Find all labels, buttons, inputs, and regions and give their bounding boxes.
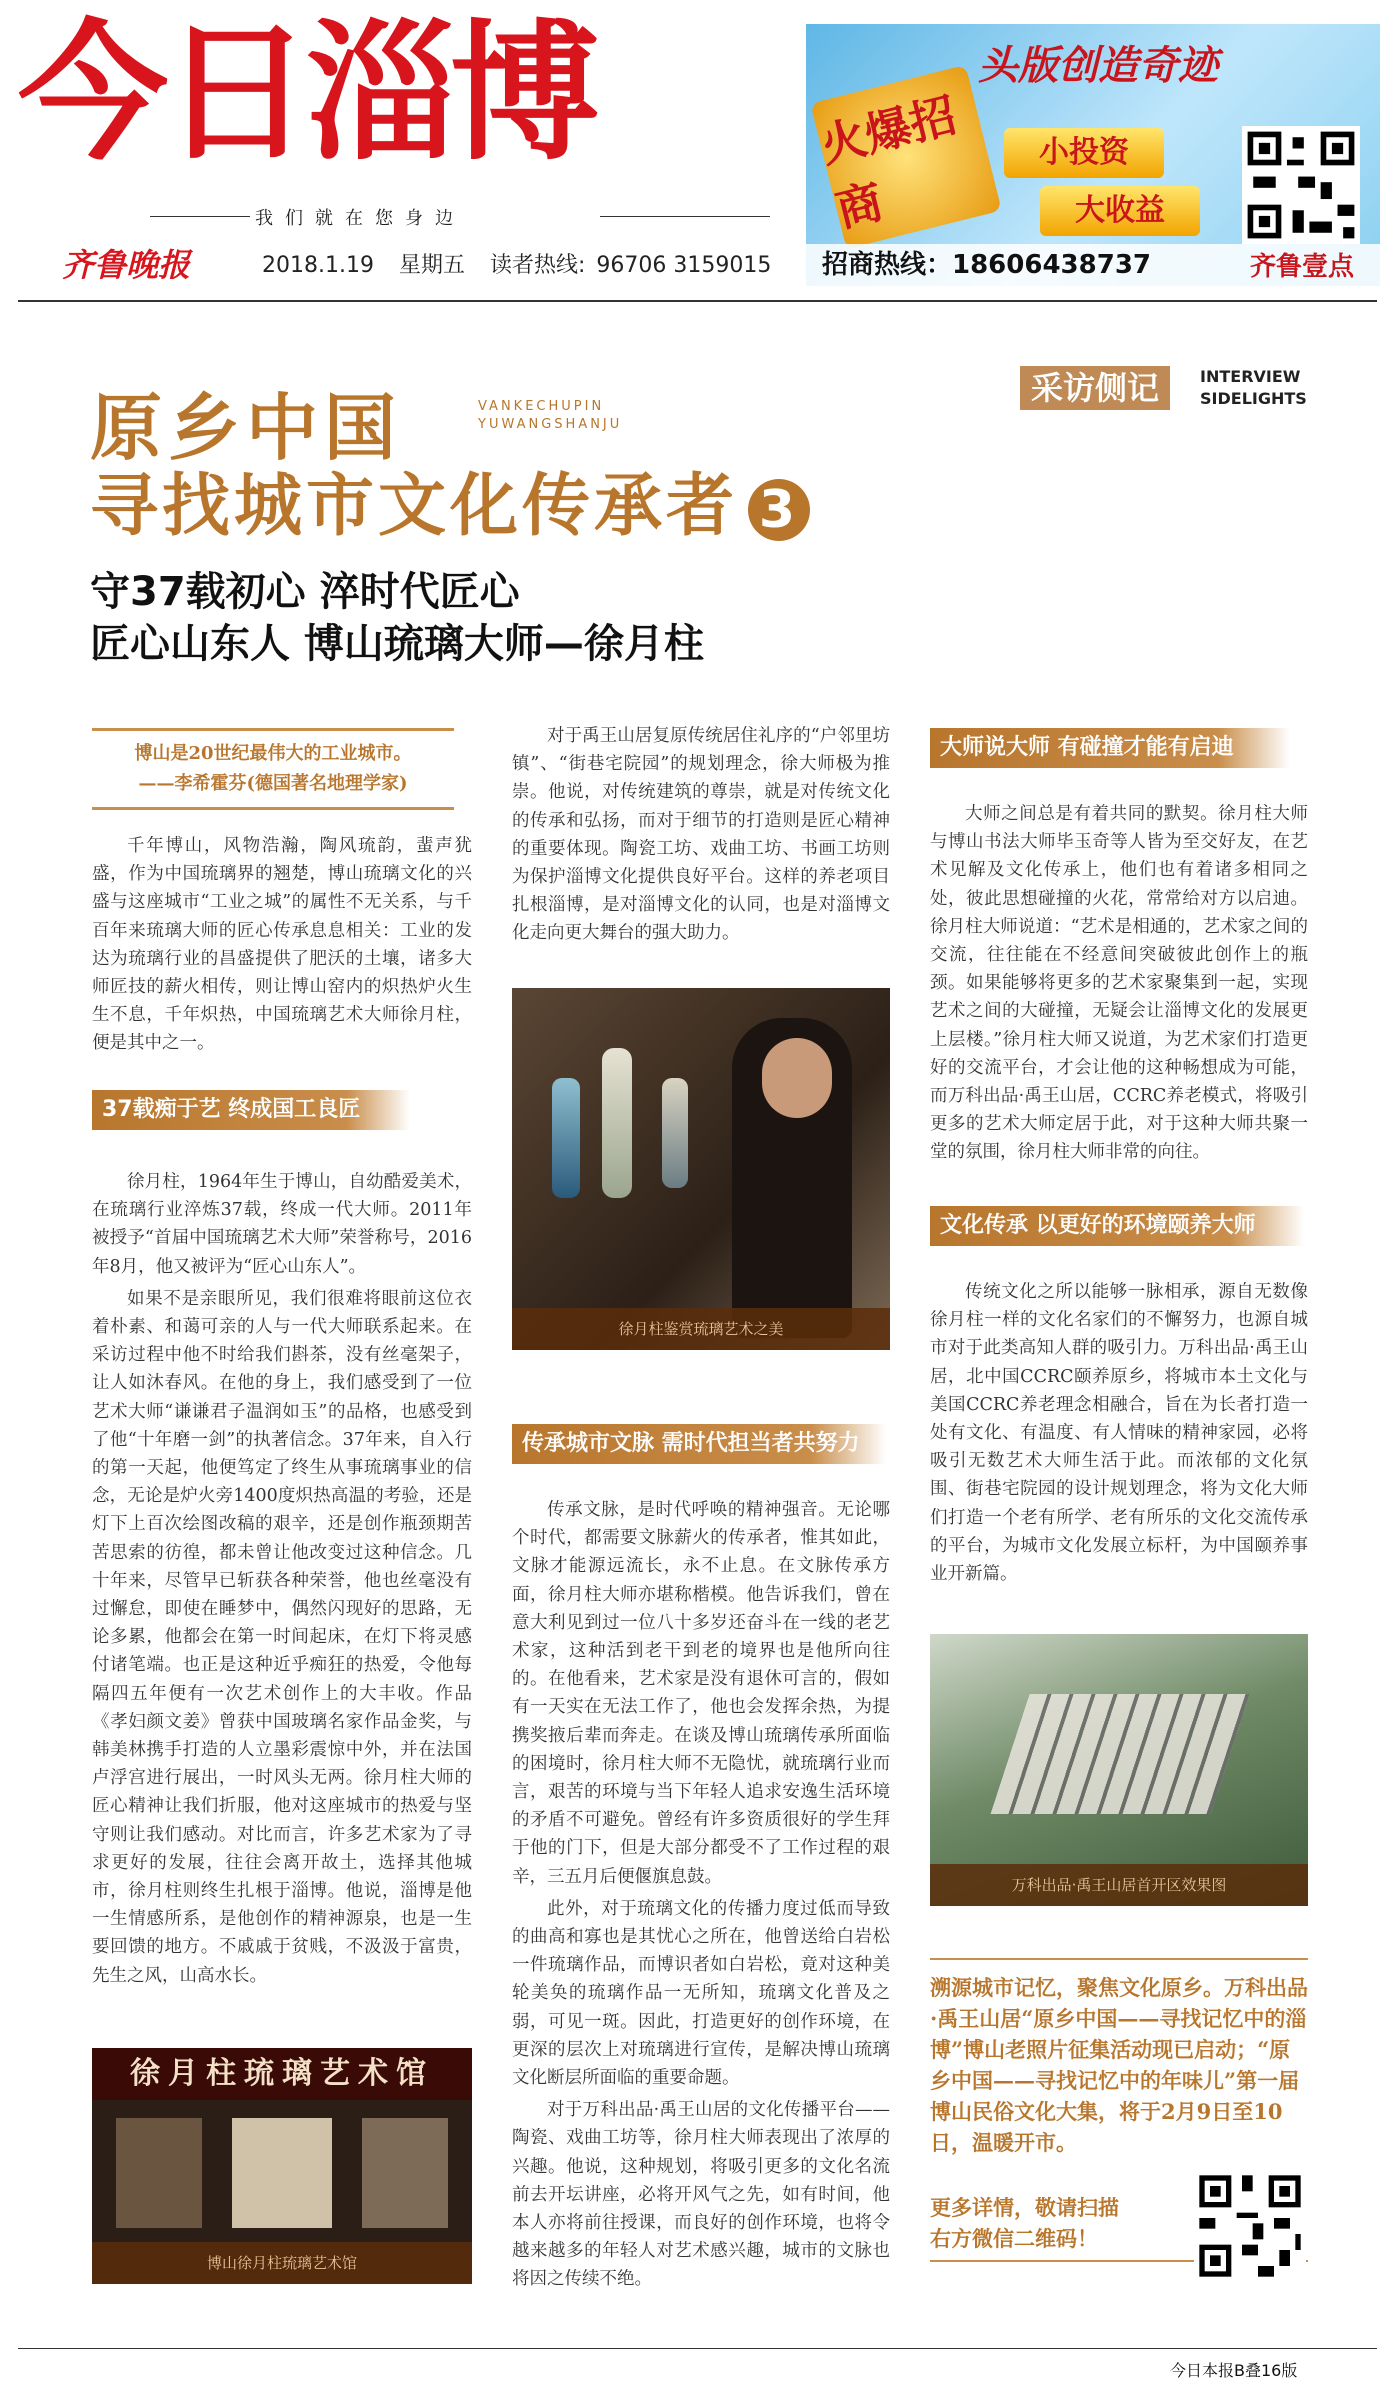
- promo-qr-code-icon[interactable]: [1194, 2170, 1306, 2282]
- qilu-evening-news-logo: 齐鲁晚报: [62, 246, 191, 284]
- col3-paragraph-2: 传统文化之所以能够一脉相承，源自无数像徐月柱一样的文化名家们的不懈努力，也源自城市对于此类高知人群的吸引力。万科出品·禹王山居，北中国CCRC颐养原乡，将城市本土文化与美国CCRC养老理念相融合，旨在为长者打造一处有文化、有温度、有人情味的精神家园，必将吸引无数艺术大师生活于此。而浓郁的文化氛围、街巷宅院园的设计规划理念，将为文化大师们打造一个老有所学、老有所乐的文化交流传承的平台，为城市文化发展立标杆，为中国颐养事业开新篇。: [930, 1282, 1308, 1585]
- ad-qr-code-icon[interactable]: [1242, 126, 1360, 244]
- ad-pill-big-return: 大收益: [1040, 186, 1200, 236]
- series-pinyin: [478, 398, 622, 434]
- promo-cta: 更多详情，敬请扫描右方微信二维码！: [930, 2195, 1119, 2251]
- photo-caption-master: 徐月柱鉴赏琉璃艺术之美: [512, 1308, 890, 1350]
- section-head-masters-dialogue: 大师说大师 有碰撞才能有启迪: [930, 728, 1290, 768]
- tag-en-line1: INTERVIEW: [1200, 367, 1301, 386]
- masthead-logo: 今日淄博: [18, 7, 595, 181]
- dateline: [262, 248, 789, 279]
- col2-paragraph-4: 对于万科出品·禹王山居的文化传播平台——陶瓷、戏曲工坊等，徐月柱大师表现出了浓厚的兴趣。他说，这种规划，将吸引更多的文化名流前去开坛讲座，必将开风气之先，如有时间，他本人亦将前往授课，而良好的创作环境，也将令越来越多的年轻人对艺术感兴趣，城市的文脉也将因之传续不绝。: [512, 2100, 890, 2290]
- column-2-body: [512, 1496, 890, 2298]
- pull-quote-line2: ——李希霍芬(德国著名地理学家): [138, 773, 408, 794]
- promo-text: 溯源城市记忆，聚焦文化原乡。万科出品·禹王山居“原乡中国——寻找记忆中的淄博”博山老照片征集活动现已启动；“原乡中国——寻找记忆中的年味儿”第一届博山民俗文化大集，将于2月9日至10日，温暖开市。: [930, 1975, 1308, 2155]
- interview-sidelights-tag-en: [1200, 366, 1307, 410]
- footer-divider: [18, 2348, 1377, 2349]
- pinyin-line2: YUWANGSHANJU: [478, 417, 623, 432]
- interview-sidelights-tag: 采访侧记: [1020, 366, 1170, 410]
- slogan-rule-right: [600, 216, 770, 217]
- column-1-intro: [92, 832, 472, 1062]
- series-title-line2-text: 寻找城市文化传承者: [90, 467, 739, 546]
- column-1-body: [92, 1168, 472, 1994]
- column-3-top: [930, 800, 1308, 1171]
- ad-headline: 头版创造奇迹: [978, 42, 1218, 89]
- pull-quote-line1: 博山是20世纪最伟大的工业城市。: [134, 743, 412, 764]
- masthead-divider: [18, 300, 1377, 302]
- photo-caption-rendering: 万科出品·禹王山居首开区效果图: [930, 1864, 1308, 1906]
- museum-sign: 徐月柱琉璃艺术馆: [92, 2048, 472, 2100]
- column-3-body: [930, 1278, 1308, 1592]
- series-title-line2: [90, 452, 810, 549]
- col3-paragraph-1: 大师之间总是有着共同的默契。徐月柱大师与博山书法大师毕玉奇等人皆为至交好友，在艺术见解及文化传承上，他们也有着诸多相同之处，彼此思想碰撞的火花，常常给对方以启迪。徐月柱大师说道：“艺术是相通的，艺术家之间的交流，往往能在不经意间突破彼此创作上的瓶颈。如果能够将更多的艺术家聚集到一起，实现艺术之间的大碰撞，无疑会让淄博文化的发展更上层楼。”徐月柱大师又说道，为艺术家们打造更好的交流平台，才会让他的这种畅想成为可能，而万科出品·禹王山居，CCRC养老模式，将吸引更多的艺术大师定居于此，对于这种大师共聚一堂的氛围，徐月柱大师非常的向往。: [930, 804, 1308, 1163]
- issue-weekday: 星期五: [398, 253, 465, 278]
- ad-brand-logo: 齐鲁壹点: [1250, 252, 1355, 282]
- series-number-badge: 3: [748, 479, 810, 541]
- photo-glass-art-museum: [92, 2048, 472, 2284]
- photo-project-rendering: [930, 1634, 1308, 1906]
- slogan-rule-left: [150, 216, 250, 217]
- issue-date: 2018.1.19: [262, 253, 374, 278]
- series-title-line1: 原乡中国: [90, 386, 403, 470]
- page-folio: 今日本报B叠16版: [1170, 2361, 1298, 2380]
- photo-caption-museum: 博山徐月柱琉璃艺术馆: [92, 2242, 472, 2284]
- col1-paragraph-1: 千年博山，风物浩瀚，陶风琉韵，蜚声犹盛，作为中国琉璃界的翘楚，博山琉璃文化的兴盛与这座城市“工业之城”的属性不无关系，与千百年来琉璃大师的匠心传承息息相关：工业的发达为琉璃行业的昌盛提供了肥沃的土壤，诸多大师匠技的薪火相传，则让博山窑内的炽热炉火生生不息，千年炽热，中国琉璃艺术大师徐月柱，便是其中之一。: [92, 836, 472, 1054]
- hotline-numbers: 96706 3159015: [596, 253, 772, 278]
- col2-paragraph-1: 对于禹王山居复原传统居住礼序的“户邻里坊镇”、“街巷宅院园”的规划理念，徐大师极为推崇。他说，对传统建筑的尊崇，就是对传统文化的传承和弘扬，而对于细节的打造则是匠心精神的重要体现。陶瓷工坊、戏曲工坊、书画工坊则为保护淄博文化提供良好平台。这样的养老项目扎根淄博，是对淄博文化的认同，也是对淄博文化走向更大舞台的强大助力。: [512, 726, 890, 944]
- section-head-37-years: 37载痴于艺 终成国工良匠: [92, 1090, 410, 1130]
- section-head-cultural-heritage: 文化传承 以更好的环境颐养大师: [930, 1206, 1304, 1246]
- hotline-label: 读者热线:: [489, 253, 586, 278]
- advertisement-banner[interactable]: [806, 24, 1380, 286]
- ad-hotline: 招商热线：18606438737: [806, 244, 1380, 286]
- article-subtitle-1: 守37载初心 淬时代匠心: [90, 569, 520, 615]
- photo-master-appreciating-glass: [512, 988, 890, 1350]
- col2-paragraph-2: 传承文脉，是时代呼唤的精神强音。无论哪个时代，都需要文脉薪火的传承者，惟其如此，文脉才能源远流长，永不止息。在文脉传承方面，徐月柱大师亦堪称楷模。他告诉我们，曾在意大利见到过一位八十多岁还奋斗在一线的老艺术家，这种活到老干到老的境界也是他所向往的。在他看来，艺术家是没有退休可言的，假如有一天实在无法工作了，他也会发挥余热，为提携奖掖后辈而奔走。在谈及博山琉璃传承所面临的困境时，徐月柱大师不无隐忧，就琉璃行业而言，艰苦的环境与当下年轻人追求安逸生活环境的矛盾不可避免。曾经有许多资质很好的学生拜于他的门下，但是大部分都受不了工作过程的艰辛，三五月后便偃旗息鼓。: [512, 1500, 890, 1887]
- column-2-top: [512, 722, 890, 952]
- masthead-slogan: 我们就在您身边: [255, 208, 465, 229]
- tag-en-line2: SIDELIGHTS: [1200, 389, 1307, 408]
- col1-paragraph-2: 徐月柱，1964年生于博山，自幼酷爱美术，在琉璃行业淬炼37载，终成一代大师。2011年被授予“首届中国琉璃艺术大师”荣誉称号，2016年8月，他又被评为“匠心山东人”。: [92, 1172, 472, 1277]
- ad-badge: 火爆招商: [810, 65, 1002, 249]
- article-subtitle-2: 匠心山东人 博山琉璃大师—徐月柱: [90, 621, 704, 667]
- section-head-heritage: 传承城市文脉 需时代担当者共努力: [512, 1424, 886, 1464]
- col2-paragraph-3: 此外，对于琉璃文化的传播力度过低而导致的曲高和寡也是其忧心之所在，他曾送给白岩松一件琉璃作品，而博识者如白岩松，竟对这种美轮美奂的琉璃作品一无所知，琉璃文化普及之弱，可见一斑。因此，打造更好的创作环境，在更深的层次上对琉璃进行宣传，是解决博山琉璃文化断层所面临的重要命题。: [512, 1898, 890, 2089]
- ad-pill-small-investment: 小投资: [1004, 128, 1164, 178]
- col1-paragraph-3: 如果不是亲眼所见，我们很难将眼前这位衣着朴素、和蔼可亲的人与一代大师联系起来。在采访过程中他不时给我们斟茶，没有丝毫架子，让人如沐春风。在他的身上，我们感受到了一位艺术大师“谦谦君子温润如玉”的品格，也感受到了他“十年磨一剑”的执著信念。37年来，自入行的第一天起，他便笃定了终生从事琉璃事业的信念，无论是炉火旁1400度炽热高温的考验，还是灯下上百次绘图改稿的艰辛，还是创作瓶颈期苦苦思索的彷徨，都未曾让他改变过这种信念。几十年来，尽管早已斩获各种荣誉，他也丝毫没有过懈怠，即使在睡梦中，偶然闪现好的思路，无论多累，他都会在第一时间起床，在灯下将灵感付诸笔端。也正是这种近乎痴狂的热爱，令他每隔四五年便有一次艺术创作上的大丰收。作品《孝妇颜文姜》曾获中国玻璃名家作品金奖，与韩美林携手打造的人立墨彩震惊中外，并在法国卢浮宫进行展出，一时风头无两。徐月柱大师的匠心精神让我们折服，他对这座城市的热爱与坚守则让我们感动。对比而言，许多艺术家为了寻求更好的发展，往往会离开故土，选择其他城市，徐月柱则终生扎根于淄博。他说，淄博是他一生情感所系，是他创作的精神源泉，也是一生要回馈的地方。不戚戚于贫贱，不汲汲于富贵，先生之风，山高水长。: [92, 1288, 472, 1986]
- pull-quote: [92, 728, 454, 810]
- pinyin-line1: VANKECHUPIN: [478, 399, 605, 414]
